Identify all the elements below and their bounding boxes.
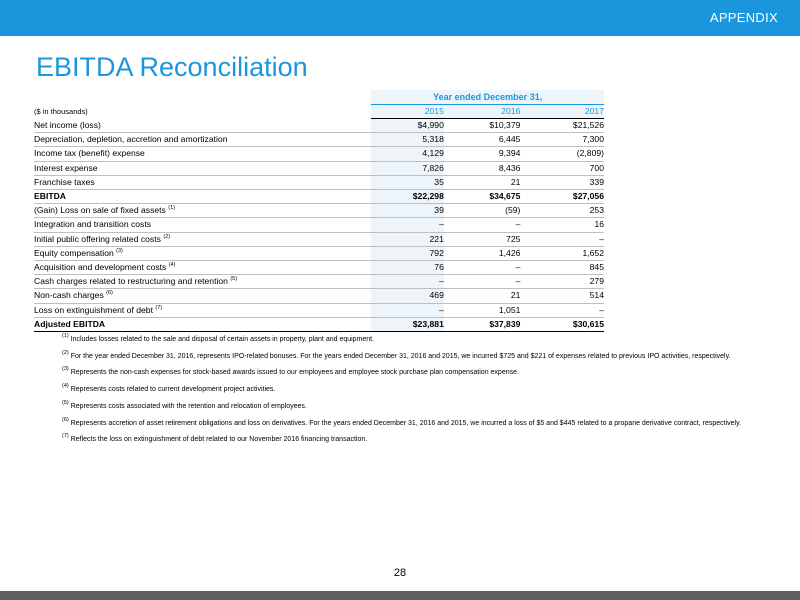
- value-cell: (2,809): [520, 147, 604, 161]
- value-cell: 514: [520, 289, 604, 303]
- table-row: [34, 289, 604, 303]
- row-label: Interest expense: [34, 161, 371, 175]
- footnote-marker: (7): [62, 433, 69, 440]
- value-cell: 35: [371, 175, 444, 189]
- value-cell: $30,615: [520, 317, 604, 331]
- footnote-marker: (1): [168, 205, 175, 212]
- value-cell: –: [444, 218, 521, 232]
- value-cell: 9,394: [444, 147, 521, 161]
- value-cell: 5,318: [371, 133, 444, 147]
- footnote-marker: (5): [230, 276, 238, 283]
- footnote: $^{(6)}$ Represents accretion of asset retirement obligations and loss on derivatives. For the years ended December 31, 2016 and 2015, we incurred a loss of $5 and $445 related to a propane derivative contract, respectively.: [62, 416, 741, 427]
- row-label: Franchise taxes: [34, 175, 371, 189]
- row-label: Initial public offering related costs $^{(2)}$: [34, 232, 371, 246]
- value-cell: $21,526: [520, 119, 604, 133]
- value-cell: –: [371, 218, 444, 232]
- table-row: [34, 275, 604, 289]
- row-label: Adjusted EBITDA: [34, 317, 371, 331]
- value-cell: 339: [520, 175, 604, 189]
- ebitda-subtotal-row: [34, 190, 604, 204]
- value-cell: –: [371, 303, 444, 317]
- row-label: Non-cash charges $^{(6)}$: [34, 289, 371, 303]
- row-label: Acquisition and development costs $^{(4)}$: [34, 261, 371, 275]
- value-cell: 221: [371, 232, 444, 246]
- table-row: [34, 246, 604, 260]
- table-row: [34, 261, 604, 275]
- page-number: 28: [393, 567, 407, 579]
- footnote-marker: (3): [116, 247, 123, 254]
- footnote-marker: (5): [62, 399, 69, 406]
- value-cell: 8,436: [444, 161, 521, 175]
- value-cell: $27,056: [520, 190, 604, 204]
- value-cell: 1,652: [520, 246, 604, 260]
- table-row: [34, 303, 604, 317]
- value-cell: 7,826: [371, 161, 444, 175]
- adjusted-ebitda-row: [34, 317, 604, 331]
- table-row: [34, 119, 604, 133]
- table-row: [34, 218, 604, 232]
- footnote: $^{(2)}$ For the year ended December 31, 2016, represents IPO-related bonuses. For the years ended December 31, 2016 and 2015, we incurred $725 and $221 of expenses related to previous IPO activities, respectively.: [62, 349, 731, 360]
- row-label: Cash charges related to restructuring and retention $^{(5)}$: [34, 275, 371, 289]
- footer-bar: [0, 591, 800, 600]
- value-cell: 700: [520, 161, 604, 175]
- value-cell: –: [520, 303, 604, 317]
- footnote-marker: (6): [62, 416, 69, 423]
- table-row: [34, 133, 604, 147]
- value-cell: 845: [520, 261, 604, 275]
- footnote-marker: (2): [163, 233, 171, 240]
- footnote-marker: (3): [62, 366, 69, 373]
- value-cell: $34,675: [444, 190, 521, 204]
- value-cell: 76: [371, 261, 444, 275]
- period-header-row: [34, 90, 604, 105]
- row-label: Equity compensation $^{(3)}$: [34, 246, 371, 260]
- value-cell: 253: [520, 204, 604, 218]
- value-cell: –: [520, 232, 604, 246]
- footnote-marker: (7): [155, 304, 163, 311]
- footnote-marker: (4): [62, 383, 69, 390]
- value-cell: 21: [444, 289, 521, 303]
- value-cell: 39: [371, 204, 444, 218]
- table-row: [34, 161, 604, 175]
- value-cell: $22,298: [371, 190, 444, 204]
- section-label: APPENDIX: [709, 10, 778, 25]
- row-label: Loss on extinguishment of debt $^{(7)}$: [34, 303, 371, 317]
- footnote-marker: (1): [62, 333, 69, 339]
- page-title: EBITDA Reconciliation: [36, 52, 308, 82]
- footnotes: [62, 335, 752, 452]
- table-row: [34, 147, 604, 161]
- footnote-marker: (4): [168, 262, 176, 269]
- value-cell: 6,445: [444, 133, 521, 147]
- year-header: 2016: [444, 105, 521, 119]
- value-cell: $23,881: [371, 317, 444, 331]
- table-row: [34, 175, 604, 189]
- row-label: EBITDA: [34, 190, 371, 204]
- units-label: ($ in thousands): [34, 107, 88, 116]
- value-cell: $10,379: [444, 119, 521, 133]
- value-cell: 279: [520, 275, 604, 289]
- row-label: (Gain) Loss on sale of fixed assets $^{(1)}$: [34, 204, 371, 218]
- footnote: $^{(7)}$ Reflects the loss on extinguishment of debt related to our November 2016 financing transaction.: [62, 433, 368, 444]
- header-bar: [0, 0, 800, 36]
- value-cell: 7,300: [520, 133, 604, 147]
- value-cell: –: [371, 275, 444, 289]
- value-cell: 1,051: [444, 303, 521, 317]
- value-cell: –: [444, 261, 521, 275]
- footnote: $^{(1)}$ Includes losses related to the sale and disposal of certain assets in property, plant and equipment.: [62, 333, 375, 343]
- footnote: $^{(4)}$ Represents costs related to current development project activities.: [62, 383, 276, 394]
- column-header-row: [34, 105, 604, 119]
- value-cell: $4,990: [371, 119, 444, 133]
- value-cell: 725: [444, 232, 521, 246]
- value-cell: (59): [444, 204, 521, 218]
- row-label: Income tax (benefit) expense: [34, 147, 371, 161]
- year-header: 2015: [371, 105, 444, 119]
- value-cell: $37,839: [444, 317, 521, 331]
- value-cell: –: [444, 275, 521, 289]
- value-cell: 4,129: [371, 147, 444, 161]
- period-header: Year ended December 31,: [371, 90, 604, 105]
- row-label: Depreciation, depletion, accretion and amortization: [34, 133, 371, 147]
- value-cell: 16: [520, 218, 604, 232]
- ebitda-reconciliation-table: [34, 90, 604, 332]
- footnote: $^{(5)}$ Represents costs associated with the retention and relocation of employees.: [62, 399, 307, 410]
- value-cell: 792: [371, 246, 444, 260]
- table-row: [34, 232, 604, 246]
- row-label: Net income (loss): [34, 119, 371, 133]
- value-cell: 21: [444, 175, 521, 189]
- year-header: 2017: [520, 105, 604, 119]
- footnote: $^{(3)}$ Represents the non-cash expenses for stock-based awards issued to our employees and employee stock purchase plan compensation expense.: [62, 366, 519, 377]
- row-label: Integration and transition costs: [34, 218, 371, 232]
- value-cell: 469: [371, 289, 444, 303]
- table-row: [34, 204, 604, 218]
- value-cell: 1,426: [444, 246, 521, 260]
- footnote-marker: (6): [106, 290, 113, 297]
- footnote-marker: (2): [62, 349, 69, 356]
